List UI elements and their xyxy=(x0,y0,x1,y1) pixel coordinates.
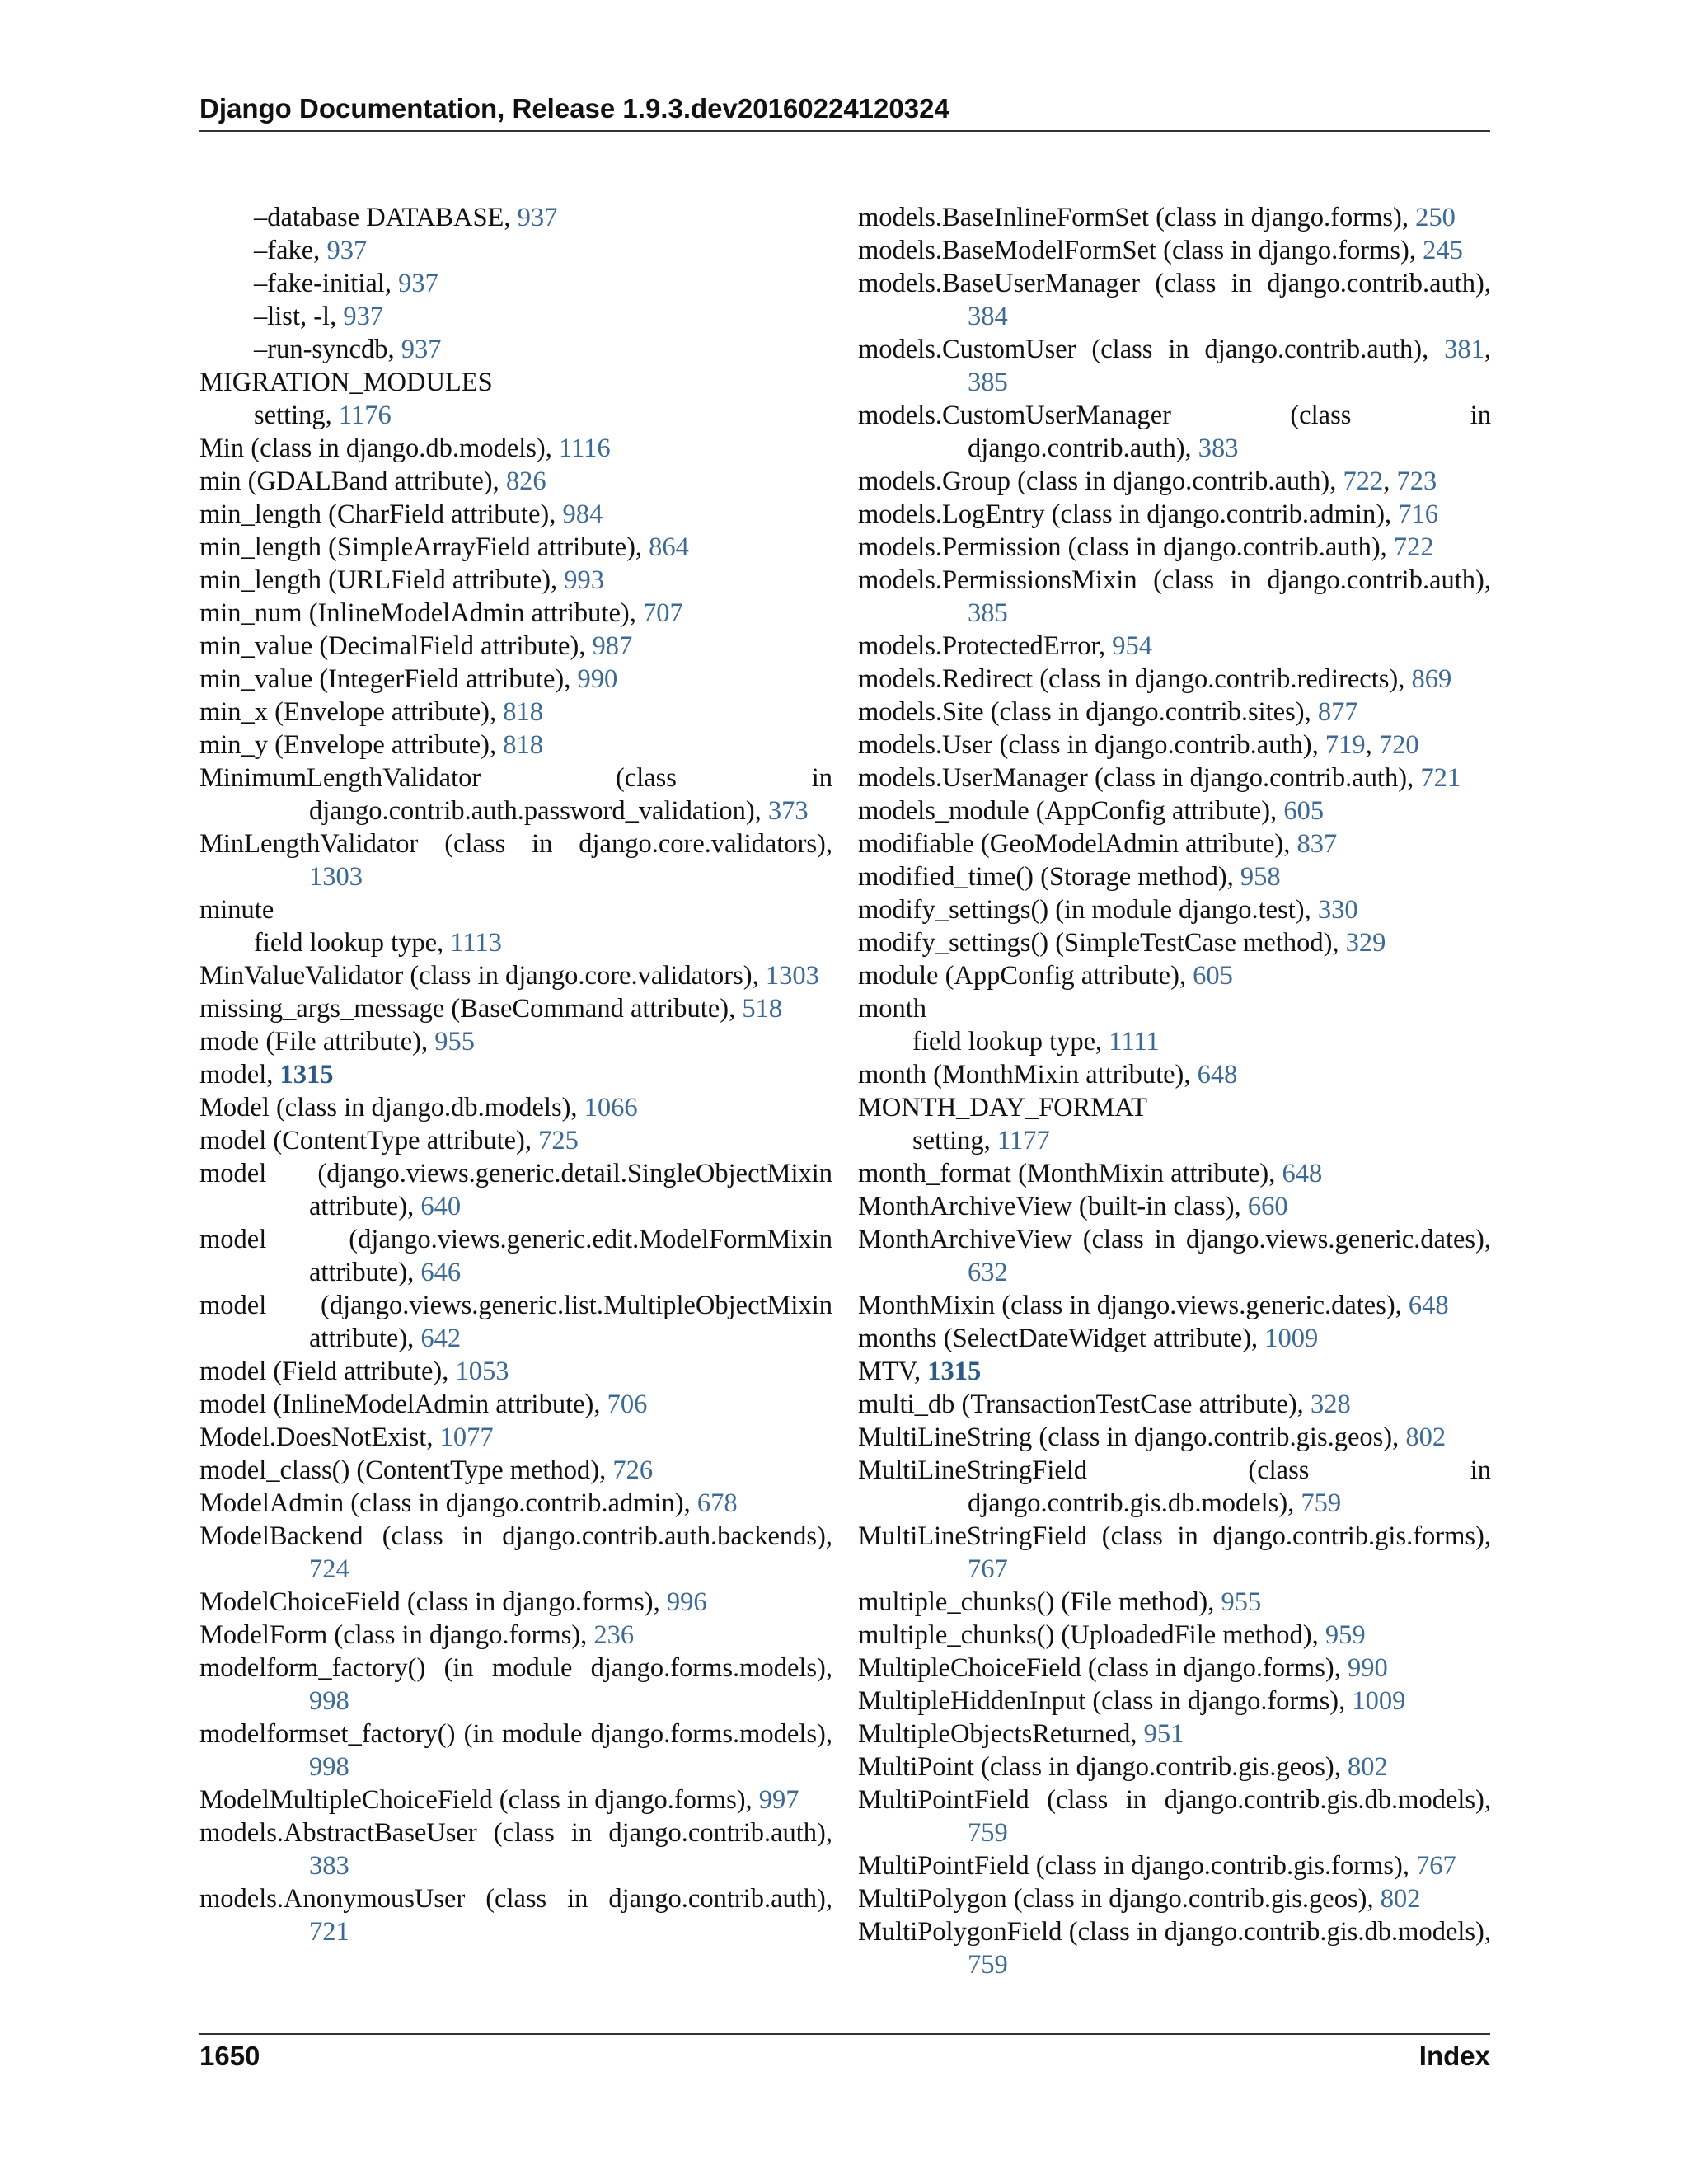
page-ref-link[interactable]: 632 xyxy=(968,1258,1008,1287)
index-entry-term: –fake, xyxy=(254,236,327,265)
index-entry-term: min_value (DecimalField attribute), xyxy=(199,631,593,661)
index-entry-term: field lookup type, xyxy=(254,928,451,958)
index-entry xyxy=(199,1816,832,1882)
page-ref-link[interactable]: 998 xyxy=(309,1752,349,1782)
index-entry xyxy=(199,992,832,1025)
index-entry-term: missing_args_message (BaseCommand attribute), xyxy=(199,994,743,1024)
page-ref-link[interactable]: 1053 xyxy=(455,1357,509,1386)
index-entry-term: mode (File attribute), xyxy=(199,1027,435,1057)
index-entry-term: model (Field attribute), xyxy=(199,1357,456,1386)
index-entry xyxy=(858,1058,1491,1091)
index-entry xyxy=(858,201,1491,234)
page-ref-link[interactable]: 329 xyxy=(1345,928,1386,958)
index-entry-term: MultiPointField (class in django.contrib.gis.forms), xyxy=(858,1851,1417,1881)
page-ref-link[interactable]: 722 xyxy=(1393,532,1434,562)
index-entry-term: MinValueValidator (class in django.core.validators), xyxy=(199,961,766,991)
page-ref-link[interactable]: 1315 xyxy=(279,1060,334,1090)
page-header-title: Django Documentation, Release 1.9.3.dev20160224120324 xyxy=(199,93,950,124)
page-ref-link[interactable]: 648 xyxy=(1408,1291,1449,1320)
index-entry xyxy=(858,893,1491,926)
index-entry xyxy=(858,1025,1491,1058)
index-entry-term: Model.DoesNotExist, xyxy=(199,1422,440,1452)
index-entry xyxy=(858,696,1491,729)
index-entry-term: min_length (URLField attribute), xyxy=(199,565,565,595)
index-entry xyxy=(858,1520,1491,1586)
index-entry-term: models.AbstractBaseUser (class in django.contrib.auth), xyxy=(199,1818,832,1848)
page-ref-separator: , xyxy=(1484,335,1491,364)
index-entry-term: min_num (InlineModelAdmin attribute), xyxy=(199,598,643,628)
index-entry-term: ModelForm (class in django.forms), xyxy=(199,1620,594,1650)
index-entry xyxy=(858,1289,1491,1322)
page-ref-link[interactable]: 381 xyxy=(1444,335,1484,364)
page-ref-link[interactable]: 1009 xyxy=(1352,1686,1406,1716)
index-entry-term: modify_settings() (SimpleTestCase method), xyxy=(858,928,1346,958)
index-entry xyxy=(858,794,1491,827)
index-entry-term: MultipleHiddenInput (class in django.forms), xyxy=(858,1686,1353,1716)
page-ref-link[interactable]: 721 xyxy=(309,1917,349,1947)
index-entry xyxy=(858,1586,1491,1619)
index-entry xyxy=(199,267,832,300)
index-entry-term: min_x (Envelope attribute), xyxy=(199,697,504,727)
index-entry-term: min_length (SimpleArrayField attribute), xyxy=(199,532,649,562)
index-entry-term: min (GDALBand attribute), xyxy=(199,466,506,496)
page-ref-link[interactable]: 955 xyxy=(434,1027,475,1057)
index-entry-term: ModelMultipleChoiceField (class in django.forms), xyxy=(199,1785,759,1815)
index-entry xyxy=(199,1718,832,1783)
index-entry xyxy=(858,399,1491,465)
index-entry-term: MonthArchiveView (class in django.views.generic.dates), xyxy=(858,1225,1491,1254)
index-entry xyxy=(858,1157,1491,1190)
index-entry xyxy=(199,465,832,498)
index-entry xyxy=(199,926,832,959)
index-entry xyxy=(199,1124,832,1157)
index-entry-term: models.BaseUserManager (class in django.contrib.auth), xyxy=(858,269,1491,298)
index-entry xyxy=(199,1388,832,1421)
index-column-left xyxy=(199,201,832,1948)
page-ref-link[interactable]: 990 xyxy=(1347,1653,1388,1683)
page-ref-link[interactable]: 724 xyxy=(309,1554,349,1584)
page-ref-link[interactable]: 721 xyxy=(1420,763,1461,793)
index-entry xyxy=(199,1783,832,1816)
index-entry-term: MultiPoint (class in django.contrib.gis.geos), xyxy=(858,1752,1348,1782)
index-entry-term: –database DATABASE, xyxy=(254,203,518,232)
page-ref-link[interactable]: 759 xyxy=(968,1818,1008,1848)
page-ref-link[interactable]: 640 xyxy=(420,1192,462,1221)
page-ref-link[interactable]: 518 xyxy=(742,994,783,1024)
index-entry-term: MinLengthValidator (class in django.core.validators), xyxy=(199,829,832,859)
page-ref-link[interactable]: 937 xyxy=(401,335,442,364)
index-entry xyxy=(199,234,832,267)
footer-rule xyxy=(199,2033,1490,2035)
index-entry xyxy=(199,432,832,465)
index-entry xyxy=(858,1619,1491,1652)
index-entry-term: min_y (Envelope attribute), xyxy=(199,730,504,760)
page-ref-link[interactable]: 937 xyxy=(326,236,368,265)
page-ref-link[interactable]: 984 xyxy=(562,499,603,529)
page-ref-link[interactable]: 605 xyxy=(1283,796,1325,826)
index-entry xyxy=(858,1882,1491,1915)
index-entry xyxy=(858,959,1491,992)
page-ref-link[interactable]: 646 xyxy=(420,1258,462,1287)
index-entry xyxy=(858,1718,1491,1750)
index-entry-term: model, xyxy=(199,1060,280,1090)
page-ref-link[interactable]: 384 xyxy=(968,302,1008,331)
index-entry xyxy=(858,860,1491,893)
page-ref-link[interactable]: 383 xyxy=(1198,434,1239,463)
index-entry xyxy=(199,959,832,992)
index-entry xyxy=(199,1520,832,1586)
index-entry xyxy=(858,1783,1491,1849)
page-ref-link[interactable]: 678 xyxy=(696,1488,738,1518)
page-ref-link[interactable]: 990 xyxy=(577,664,618,694)
page-ref-link[interactable]: 1113 xyxy=(450,928,502,958)
index-entry-term: models.BaseModelFormSet (class in django.forms), xyxy=(858,236,1423,265)
page-ref-link[interactable]: 877 xyxy=(1317,697,1358,727)
index-entry xyxy=(199,531,832,564)
index-entry-term: ModelAdmin (class in django.contrib.admin), xyxy=(199,1488,697,1518)
index-entry-term: models.BaseInlineFormSet (class in django.forms), xyxy=(858,203,1416,232)
index-entry-term: models.UserManager (class in django.contrib.auth), xyxy=(858,763,1421,793)
index-entry xyxy=(858,1322,1491,1355)
index-entry xyxy=(858,762,1491,794)
page-ref-link[interactable]: 996 xyxy=(666,1587,707,1617)
index-entry-term: model_class() (ContentType method), xyxy=(199,1455,613,1485)
index-entry-term: models.Redirect (class in django.contrib.redirects), xyxy=(858,664,1412,694)
index-entry xyxy=(199,564,832,597)
index-entry-term: setting, xyxy=(254,401,339,430)
index-entry-term: MultiLineStringField (class in django.contrib.gis.db.models), xyxy=(858,1455,1491,1518)
index-entry-term: multi_db (TransactionTestCase attribute), xyxy=(858,1390,1311,1419)
page-ref-link[interactable]: 719 xyxy=(1325,730,1366,760)
index-entry-term: models.Site (class in django.contrib.sites), xyxy=(858,697,1318,727)
index-entry xyxy=(858,1124,1491,1157)
page-ref-link[interactable]: 707 xyxy=(642,598,683,628)
page-ref-link[interactable]: 1116 xyxy=(559,434,611,463)
index-entry-term: month xyxy=(858,994,927,1024)
index-entry-term: months (SelectDateWidget attribute), xyxy=(858,1324,1265,1353)
index-entry-term: model (ContentType attribute), xyxy=(199,1126,539,1155)
index-entry xyxy=(858,729,1491,762)
index-entry xyxy=(858,1091,1491,1124)
page-ref-link[interactable]: 802 xyxy=(1405,1422,1447,1452)
page-ref-link[interactable]: 605 xyxy=(1193,961,1233,991)
page-ref-link[interactable]: 1303 xyxy=(765,961,819,991)
index-entry-term: modelform_factory() (in module django.forms.models), xyxy=(199,1653,832,1683)
index-entry xyxy=(858,1454,1491,1520)
index-entry xyxy=(199,630,832,663)
index-entry xyxy=(199,300,832,333)
index-entry xyxy=(199,1091,832,1124)
page-ref-link[interactable]: 726 xyxy=(612,1455,654,1485)
index-entry-term: multiple_chunks() (UploadedFile method), xyxy=(858,1620,1325,1650)
index-entry xyxy=(858,1388,1491,1421)
index-entry-term: –list, -l, xyxy=(254,302,344,331)
index-entry-term: setting, xyxy=(912,1126,997,1155)
page-ref-separator: , xyxy=(1383,466,1397,496)
index-entry xyxy=(199,1223,832,1289)
page-ref-link[interactable]: 716 xyxy=(1398,499,1439,529)
page-ref-link[interactable]: 720 xyxy=(1378,730,1419,760)
page-ref-link[interactable]: 993 xyxy=(564,565,605,595)
index-entry-term: model (django.views.generic.list.MultipleObjectMixin attribute), xyxy=(199,1291,832,1353)
index-entry xyxy=(858,630,1491,663)
page-ref-link[interactable]: 937 xyxy=(517,203,558,232)
page-ref-link[interactable]: 648 xyxy=(1282,1159,1323,1188)
index-entry-term: models.CustomUser (class in django.contrib.auth), xyxy=(858,335,1445,364)
page-ref-link[interactable]: 1111 xyxy=(1109,1027,1160,1057)
index-entry-term: min_length (CharField attribute), xyxy=(199,499,563,529)
page-ref-link[interactable]: 954 xyxy=(1112,631,1153,661)
index-entry-term: –run-syncdb, xyxy=(254,335,401,364)
index-entry-term: MultiPolygon (class in django.contrib.gis.geos), xyxy=(858,1884,1381,1914)
footer-section-title: Index xyxy=(1418,2041,1490,2071)
index-entry xyxy=(199,597,832,630)
index-entry-term: MultipleObjectsReturned, xyxy=(858,1719,1144,1749)
page-ref-link[interactable]: 837 xyxy=(1296,829,1338,859)
page-ref-link[interactable]: 1009 xyxy=(1264,1324,1319,1353)
header-rule xyxy=(199,130,1490,132)
index-entry xyxy=(858,333,1491,399)
page-ref-link[interactable]: 383 xyxy=(309,1851,349,1881)
index-entry xyxy=(199,333,832,366)
index-entry-term: MultiLineString (class in django.contrib.gis.geos), xyxy=(858,1422,1406,1452)
index-entry xyxy=(858,267,1491,333)
page-ref-link[interactable]: 869 xyxy=(1411,664,1452,694)
page-ref-link[interactable]: 997 xyxy=(758,1785,799,1815)
index-entry-term: MIGRATION_MODULES xyxy=(199,368,493,397)
page-ref-link[interactable]: 802 xyxy=(1380,1884,1421,1914)
index-entry xyxy=(199,1421,832,1454)
index-entry xyxy=(199,762,832,827)
index-entry xyxy=(199,1355,832,1388)
index-entry-term: models.Group (class in django.contrib.auth), xyxy=(858,466,1343,496)
index-entry-term: MinimumLengthValidator (class in django.contrib.auth.password_validation), xyxy=(199,763,832,826)
page-ref-link[interactable]: 987 xyxy=(592,631,633,661)
index-entry xyxy=(199,1882,832,1948)
page-ref-link[interactable]: 1315 xyxy=(927,1357,982,1386)
index-entry-term: minute xyxy=(199,895,274,925)
index-entry xyxy=(199,1487,832,1520)
index-column-right xyxy=(858,201,1491,1981)
index-entry-term: MultiPointField (class in django.contrib.gis.db.models), xyxy=(858,1785,1491,1815)
index-entry xyxy=(858,234,1491,267)
index-entry-term: MonthMixin (class in django.views.generic.dates), xyxy=(858,1291,1409,1320)
index-entry-term: min_value (IntegerField attribute), xyxy=(199,664,578,694)
index-entry xyxy=(199,696,832,729)
page-ref-link[interactable]: 998 xyxy=(309,1686,349,1716)
index-entry xyxy=(858,663,1491,696)
index-entry-term: model (InlineModelAdmin attribute), xyxy=(199,1390,607,1419)
page-ref-link[interactable]: 802 xyxy=(1347,1752,1388,1782)
index-entry xyxy=(199,827,832,893)
index-entry xyxy=(199,201,832,234)
index-entry xyxy=(199,1289,832,1355)
page-ref-link[interactable]: 373 xyxy=(767,796,809,826)
index-entry-term: –fake-initial, xyxy=(254,269,399,298)
index-entry-term: MonthArchiveView (built-in class), xyxy=(858,1192,1248,1221)
index-entry-term: MultipleChoiceField (class in django.forms), xyxy=(858,1653,1348,1683)
page-ref-link[interactable]: 642 xyxy=(420,1324,462,1353)
index-entry xyxy=(199,1454,832,1487)
index-entry-term: modifiable (GeoModelAdmin attribute), xyxy=(858,829,1297,859)
index-entry xyxy=(199,498,832,531)
page-ref-link[interactable]: 818 xyxy=(503,697,543,727)
index-entry xyxy=(199,663,832,696)
index-entry xyxy=(199,729,832,762)
index-entry-term: models.LogEntry (class in django.contrib.admin), xyxy=(858,499,1399,529)
index-entry xyxy=(199,1652,832,1718)
page-ref-link[interactable]: 1177 xyxy=(996,1126,1050,1155)
index-entry xyxy=(858,992,1491,1025)
page-ref-link[interactable]: 328 xyxy=(1310,1390,1351,1419)
index-entry xyxy=(858,1685,1491,1718)
index-entry xyxy=(199,893,832,926)
index-entry xyxy=(199,1157,832,1223)
page-ref-link[interactable]: 818 xyxy=(503,730,543,760)
page-ref-link[interactable]: 1176 xyxy=(338,401,392,430)
index-entry-term: Model (class in django.db.models), xyxy=(199,1093,584,1122)
index-entry xyxy=(858,1355,1491,1388)
page-ref-separator: , xyxy=(1365,730,1379,760)
index-entry-term: multiple_chunks() (File method), xyxy=(858,1587,1221,1617)
page-ref-link[interactable]: 723 xyxy=(1396,466,1437,496)
index-entry-term: models.PermissionsMixin (class in django.contrib.auth), xyxy=(858,565,1491,595)
index-entry-term: MultiLineStringField (class in django.contrib.gis.forms), xyxy=(858,1521,1491,1551)
index-entry-term: modified_time() (Storage method), xyxy=(858,862,1240,892)
index-entry xyxy=(858,1190,1491,1223)
index-entry xyxy=(858,1421,1491,1454)
page-ref-link[interactable]: 1303 xyxy=(309,862,363,892)
index-entry xyxy=(199,1025,832,1058)
page-ref-link[interactable]: 648 xyxy=(1197,1060,1238,1090)
index-entry xyxy=(858,1223,1491,1289)
page-ref-link[interactable]: 958 xyxy=(1240,862,1281,892)
index-entry-term: models.User (class in django.contrib.auth), xyxy=(858,730,1325,760)
page-ref-link[interactable]: 1066 xyxy=(584,1093,638,1122)
index-entry xyxy=(858,1849,1491,1882)
page-ref-link[interactable]: 385 xyxy=(968,598,1008,628)
index-entry-term: Min (class in django.db.models), xyxy=(199,434,559,463)
index-entry-term: module (AppConfig attribute), xyxy=(858,961,1193,991)
index-entry-term: ModelBackend (class in django.contrib.auth.backends), xyxy=(199,1521,832,1551)
index-entry-term: MONTH_DAY_FORMAT xyxy=(858,1093,1147,1122)
index-entry-term: models_module (AppConfig attribute), xyxy=(858,796,1284,826)
page-ref-link[interactable]: 767 xyxy=(968,1554,1008,1584)
index-entry xyxy=(858,926,1491,959)
page-ref-link[interactable]: 660 xyxy=(1247,1192,1288,1221)
index-entry xyxy=(199,399,832,432)
footer-page-number: 1650 xyxy=(199,2041,260,2071)
index-entry-term: month (MonthMixin attribute), xyxy=(858,1060,1198,1090)
index-entry-term: MTV, xyxy=(858,1357,928,1386)
page-ref-link[interactable]: 951 xyxy=(1143,1719,1184,1749)
index-entry xyxy=(858,531,1491,564)
index-entry-term: models.AnonymousUser (class in django.contrib.auth), xyxy=(199,1884,832,1914)
page-ref-link[interactable]: 759 xyxy=(1301,1488,1342,1518)
page-ref-link[interactable]: 959 xyxy=(1325,1620,1366,1650)
page-ref-link[interactable]: 385 xyxy=(968,368,1008,397)
index-entry xyxy=(858,1750,1491,1783)
page-ref-link[interactable]: 236 xyxy=(593,1620,635,1650)
index-entry-term: ModelChoiceField (class in django.forms), xyxy=(199,1587,667,1617)
page-ref-link[interactable]: 706 xyxy=(607,1390,648,1419)
page-ref-link[interactable]: 955 xyxy=(1221,1587,1262,1617)
page-ref-link[interactable]: 245 xyxy=(1423,236,1463,265)
page-ref-link[interactable]: 725 xyxy=(538,1126,579,1155)
index-entry-term: month_format (MonthMixin attribute), xyxy=(858,1159,1282,1188)
index-entry xyxy=(858,1915,1491,1981)
index-entry-term: models.CustomUserManager (class in django.contrib.auth), xyxy=(858,401,1491,463)
index-entry xyxy=(199,366,832,399)
page-ref-link[interactable]: 767 xyxy=(1416,1851,1456,1881)
index-entry-term: modelformset_factory() (in module django.forms.models), xyxy=(199,1719,832,1749)
index-entry-term: model (django.views.generic.edit.ModelFormMixin attribute), xyxy=(199,1225,832,1287)
page-ref-link[interactable]: 1077 xyxy=(439,1422,494,1452)
page-ref-link[interactable]: 759 xyxy=(968,1950,1008,1980)
index-entry-term: models.Permission (class in django.contrib.auth), xyxy=(858,532,1394,562)
page-ref-link[interactable]: 826 xyxy=(505,466,546,496)
page-ref-link[interactable]: 250 xyxy=(1415,203,1456,232)
page-ref-link[interactable]: 722 xyxy=(1343,466,1384,496)
page-ref-link[interactable]: 864 xyxy=(649,532,689,562)
index-entry xyxy=(858,498,1491,531)
page-ref-link[interactable]: 937 xyxy=(398,269,438,298)
index-entry xyxy=(199,1619,832,1652)
index-entry-term: model (django.views.generic.detail.SingleObjectMixin attribute), xyxy=(199,1159,832,1221)
index-entry-term: models.ProtectedError, xyxy=(858,631,1113,661)
index-entry xyxy=(858,465,1491,498)
page-ref-link[interactable]: 330 xyxy=(1317,895,1358,925)
index-entry xyxy=(199,1586,832,1619)
index-entry xyxy=(858,1652,1491,1685)
index-entry-term: field lookup type, xyxy=(912,1027,1109,1057)
index-entry xyxy=(858,827,1491,860)
index-entry-term: MultiPolygonField (class in django.contrib.gis.db.models), xyxy=(858,1917,1491,1947)
page-ref-link[interactable]: 937 xyxy=(343,302,384,331)
index-entry xyxy=(199,1058,832,1091)
index-entry-term: modify_settings() (in module django.test), xyxy=(858,895,1318,925)
index-entry xyxy=(858,564,1491,630)
